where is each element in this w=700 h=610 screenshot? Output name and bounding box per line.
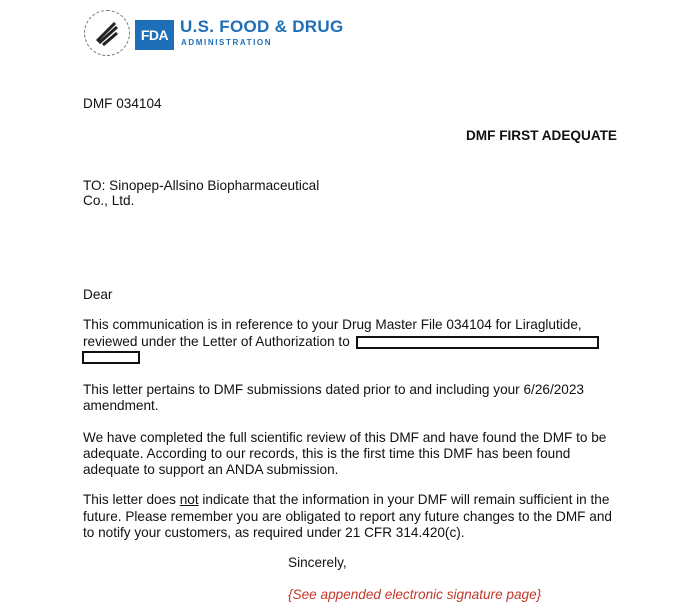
redaction-box	[356, 336, 599, 349]
paragraph-2-line-1: This letter pertains to DMF submissions dated prior to and including your 6/26/2023	[83, 382, 584, 397]
recipient-line-1: TO: Sinopep-Allsino Biopharmaceutical	[83, 178, 320, 193]
text: indicate that the information in your DMF will remain sufficient in the	[198, 492, 610, 507]
paragraph-3-line-2: adequate. According to our records, this is the first time this DMF has been found	[83, 446, 571, 461]
paragraph-4-line-1	[83, 492, 609, 508]
dmf-number: DMF 034104	[83, 96, 162, 111]
signature-note: {See appended electronic signature page}	[288, 587, 542, 602]
paragraph-3-line-1: We have completed the full scientific review of this DMF and have found the DMF to be	[83, 430, 607, 445]
status-heading: DMF FIRST ADEQUATE	[465, 128, 617, 143]
paragraph-3-line-3: adequate to support an ANDA submission.	[83, 462, 339, 477]
paragraph-1-line-1: This communication is in reference to your Drug Master File 034104 for Liraglutide,	[83, 317, 582, 332]
closing: Sincerely,	[288, 555, 347, 570]
paragraph-1-line-2: reviewed under the Letter of Authorization to	[83, 334, 350, 349]
agency-name: U.S. FOOD & DRUG	[180, 17, 344, 36]
paragraph-2-line-2: amendment.	[83, 398, 159, 413]
recipient-line-2: Co., Ltd.	[83, 193, 135, 208]
salutation: Dear	[83, 287, 113, 302]
fda-logo: FDA	[135, 20, 174, 50]
text: This letter does	[83, 492, 180, 507]
redaction-box	[82, 351, 140, 364]
paragraph-4-line-2: future. Please remember you are obligated to report any future changes to the DMF and	[83, 509, 612, 524]
paragraph-4-line-3: to notify your customers, as required under 21 CFR 314.420(c).	[83, 525, 465, 540]
emphasis-not: not	[179, 492, 199, 507]
hhs-seal-icon	[84, 10, 130, 56]
agency-subtitle: ADMINISTRATION	[181, 38, 273, 47]
